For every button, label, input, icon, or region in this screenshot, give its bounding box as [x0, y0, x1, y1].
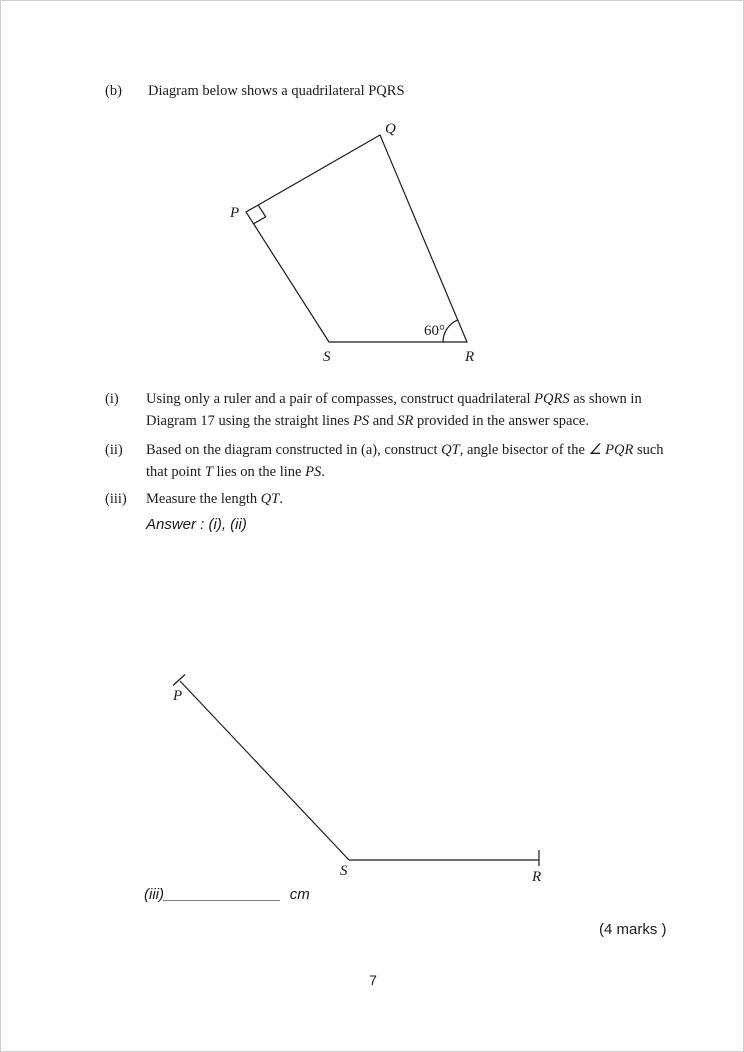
angle-arc — [443, 320, 458, 342]
right-angle-marker — [254, 205, 266, 224]
question-iii-number: (iii) — [105, 491, 127, 507]
answer-vertex-label-s: S — [340, 863, 348, 879]
line-ps — [180, 681, 349, 860]
vertex-label-s: S — [323, 349, 331, 365]
answer-vertex-label-r: R — [532, 869, 542, 885]
question-ii-number: (ii) — [105, 442, 123, 458]
part-label: (b) — [105, 83, 122, 99]
question-iii-text: Measure the length QT. — [146, 491, 283, 507]
question-i-text: Using only a ruler and a pair of compasses, construct quadrilateral PQRS as shown in Diagram 17 using the straight lines PS and SR provided in the answer space. — [146, 391, 642, 429]
part-heading: Diagram below shows a quadrilateral PQRS — [148, 83, 405, 99]
answer-vertex-label-p: P — [173, 688, 183, 704]
geometry-diagrams — [1, 1, 744, 1052]
page-number: 7 — [369, 972, 377, 988]
angle-value-label: 60° — [424, 323, 445, 339]
tick-mark-p — [173, 675, 185, 686]
question-i-number: (i) — [105, 391, 119, 407]
vertex-label-r: R — [465, 349, 475, 365]
answer-blank-row — [144, 886, 310, 903]
vertex-label-q: Q — [385, 121, 396, 137]
quadrilateral-outline — [246, 135, 467, 342]
answer-space-diagram — [172, 675, 541, 886]
quadrilateral-pqrs-diagram — [229, 121, 474, 365]
question-ii-text: Based on the diagram constructed in (a), construct QT, angle bisector of the ∠ PQR such that point T lies on the line PS. — [146, 442, 664, 480]
answer-blank-label: (iii) — [144, 886, 164, 903]
marks-label: (4 marks ) — [599, 921, 667, 938]
vertex-label-p: P — [230, 205, 240, 221]
answer-blank-line: ______________ — [164, 886, 281, 903]
answer-heading: Answer : (i), (ii) — [146, 516, 247, 533]
answer-unit-label: cm — [289, 886, 310, 903]
